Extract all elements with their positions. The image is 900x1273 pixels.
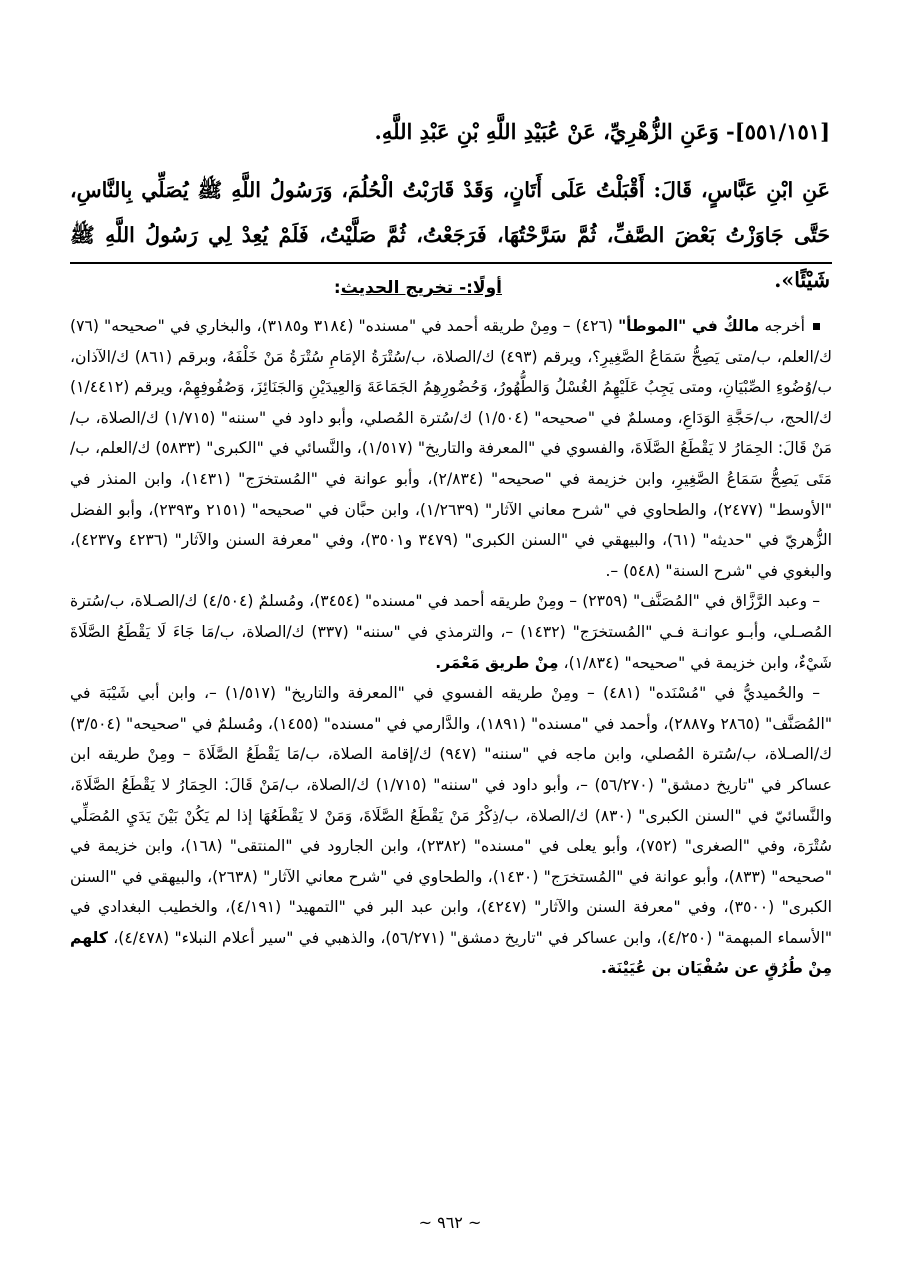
takhrij-body xyxy=(70,311,832,984)
p2-bold: مِنْ طريق مَعْمَر. xyxy=(435,653,559,672)
section-heading-colon: : xyxy=(333,278,341,298)
paragraph-3 xyxy=(70,678,832,984)
hadith-text: عَنِ ابْنِ عَبَّاسٍ، قَالَ: أَقْبَلْتُ عَلَى أَتَانٍ، وَقَدْ قَارَبْتُ الْحُلُمَ، وَرَسُولُ اللَّهِ ﷺ يُصَلِّي بِالنَّاسِ، حَتَّى جَاوَزْتُ بَعْضَ الصَّفِّ، ثُمَّ سَرَّحْتُهَا، فَرَجَعْتُ، ثُمَّ صَلَّيْتُ، فَلَمْ يُعِدْ لِي رَسُولُ اللَّهِ ﷺ شَيْئًا». xyxy=(70,178,830,292)
bullet-icon xyxy=(813,323,820,330)
p2-text: – وعبد الرَّزَّاق في "المُصَنَّف" (٢٣٥٩) – ومِنْ طريقه أحمد في "مسنده" (٣٤٥٤)، ومُسلمٌ (٤/٥٠٤) ك/الصـلاة، ب/سُترة المُصـلي، وأبـو عوانـة فـي "المُستخرَج" (١٤٣٢) –، والترمذي في "سننه" (٣٣٧) ك/الصلاة، ب/مَا جَاءَ لَا يَقْطَعُ الصَّلَاةَ شَيْءٌ، وابن خزيمة في "صحيحه" (١/٨٣٤)، xyxy=(70,592,832,672)
p3-text: – والحُميديُّ في "مُسْنَده" (٤٨١) – ومِنْ طريقه الفسوي في "المعرفة والتاريخ" (١/٥١٧) –، وابن أبي شَيْبَة في "المُصَنَّف" (٢٨٦٥ و٢٨٨٧)، وأحمد في "مسنده" (١٨٩١)، والدَّارمي في "مسنده" (١٤٥٥)، ومُسلمٌ في "صحيحه" (٣/٥٠٤) ك/الصـلاة، ب/سُترة المُصلي، وابن ماجه في "سننه" (٩٤٧) ك/إقامة الصلاة، ب/مَا يَقْطَعُ الصَّلَاةَ – ومِنْ طريقه ابن عساكر في "تاريخ دمشق" (٥٦/٢٧٠) –، وأبو داود في "سننه" (١/٧١٥) ك/الصلاة، ب/مَنْ قَالَ: الحِمَارُ لا يَقْطَعُ الصَّلَاةَ، والنَّسائيّ في "السنن الكبرى" (٨٣٠) ك/الصلاة، ب/ذِكْرُ مَنْ يَقْطَعُ الصَّلَاةَ، وَمَنْ لا يَقْطَعُهَا إذا لم يَكُنْ بَيْنَ يَدَيِ المُصَلِّي سُتْرَة، وفي "الصغرى" (٧٥٢)، وأبو يعلى في "مسنده" (٢٣٨٢)، وابن الجارود في "المنتقى" (١٦٨)، وابن خزيمة في "صحيحه" (٨٣٣)، وأبو عوانة في "المُستخرَج" (١٤٣٠)، والطحاوي في "شرح معاني الآثار" (٢٦٣٨)، والبيهقي في "السنن الكبرى" (٣٥٠٠)، وفي "معرفة السنن والآثار" (٤٢٤٧)، وابن عبد البر في "التمهيد" (٤/١٩١)، والخطيب البغدادي في "الأسماء المبهمة" (٤/٢٥٠)، وابن عساكر في "تاريخ دمشق" (٥٦/٢٧١)، والذهبي في "سير أعلام النبلاء" (٤/٤٧٨)، xyxy=(70,684,833,947)
paragraph-2 xyxy=(70,586,832,678)
section-heading xyxy=(334,276,502,300)
hadith-chain-title: [٥٥١/١٥١]- وَعَنِ الزُّهْرِيِّ، عَنْ عُبَيْدِ اللَّهِ بْنِ عَبْدِ اللَّهِ. xyxy=(374,119,830,144)
p3-bold: كلهم مِنْ طُرُقٍ عن سُفْيَان بن عُيَيْنَة. xyxy=(70,928,832,978)
p1-lead: أخرجه xyxy=(759,317,806,335)
p1-rest: (٤٢٦) – ومِنْ طريقه أحمد في "مسنده" (٣١٨٤ و٣١٨٥)، والبخاري في "صحيحه" (٧٦) ك/العلم، ب/متى يَصِحُّ سَمَاعُ الصَّغِيرِ؟، ويرقم (٤٩٣) ك/الصلاة، ب/سُتْرَةُ الإمَامِ سُتْرَةُ مَنْ خَلْفَهُ، وبرقم (٨٦١) ك/الآذان، ب/وُضُوءِ الصِّبْيَانِ، ومتى يَجِبُ عَلَيْهِمُ الغُسْلُ وَالطُّهُورُ، وَحُضُورِهِمُ الجَمَاعَةَ وَالعِيدَيْنِ وَالجَنَائِزَ، وَصُفُوفِهِمْ، ويرقم (١/٤٤١٢) ك/الحج، ب/حَجَّةِ الوَدَاعِ، ومسلمٌ في "صحيحه" (١/٥٠٤) ك/سُترة المُصلي، وأبو داود في "سننه" (١/٧١٥) ك/الصلاة، ب/مَنْ قَالَ: الحِمَارُ لا يَقْطَعُ الصَّلَاةَ، والفسوي في "المعرفة والتاريخ" (١/٥١٧)، والنَّسائي في "الكبرى" (٥٨٣٣) ك/العلم، ب/مَتَى يَصِحُّ سَمَاعُ الصَّغِيرِ، وابن خزيمة في "صحيحه" (٢/٨٣٤)، وأبو عوانة في "المُستخرَج" (١٤٣١)، وابن المنذر في "الأوسط" (٢٤٧٧)، والطحاوي في "شرح معاني الآثار" (١/٢٦٣٩)، وابن حبَّان في "صحيحه" (٢١٥١ و٢٣٩٣)، وأبو الفضل الزُّهريّ في "حديثه" (٦١)، والبيهقي في "السنن الكبرى" (٣٤٧٩ و٣٥٠١)، وفي "معرفة السنن والآثار" (٤٢٣٦ و٤٢٣٧)، والبغوي في "شرح السنة" (٥٤٨) –. xyxy=(70,317,833,580)
paragraph-1 xyxy=(70,311,832,586)
section-divider xyxy=(70,262,832,264)
section-heading-text: أولًا:- تخريج الحديث xyxy=(340,278,502,298)
page-number: ~ ٩٦٢ ~ xyxy=(418,1213,482,1232)
p1-bold: مالكٌ في "الموطأ" xyxy=(618,317,760,335)
